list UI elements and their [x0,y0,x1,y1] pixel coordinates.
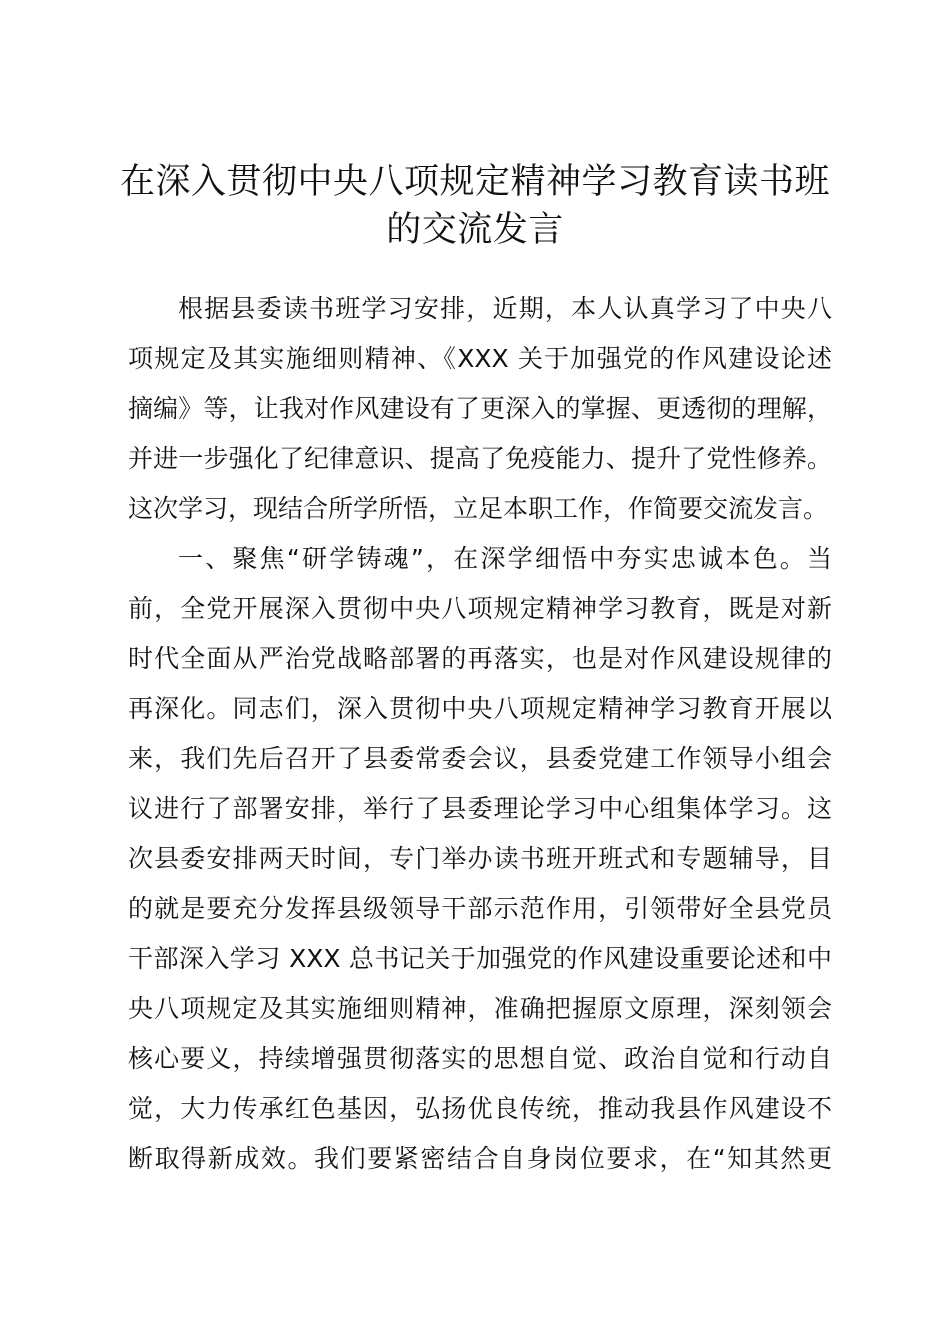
document-body [128,284,832,1184]
text-line: 一、聚焦“研学铸魂”，在深学细悟中夯实忠诚本色。当 [178,544,832,573]
text-line: 项规定及其实施细则精神、《XXX 关于加强党的作风建设论述 [128,344,832,373]
text-line: 干部深入学习 XXX 总书记关于加强党的作风建设重要论述和中 [128,944,832,973]
text-line: 来，我们先后召开了县委常委会议，县委党建工作领导小组会 [128,744,832,773]
text-line: 前，全党开展深入贯彻中央八项规定精神学习教育，既是对新 [128,594,832,623]
text-line: 并进一步强化了纪律意识、提高了免疫能力、提升了党性修养。 [128,444,832,473]
title-line-1: 在深入贯彻中央八项规定精神学习教育读书班 [120,162,831,202]
text-line: 央八项规定及其实施细则精神，准确把握原文原理，深刻领会 [128,994,832,1023]
text-line: 再深化。同志们，深入贯彻中央八项规定精神学习教育开展以 [128,694,832,723]
document-title [120,158,830,254]
text-line: 断取得新成效。我们要紧密结合自身岗位要求，在“知其然更 [128,1144,832,1173]
paragraph-intro [128,284,832,534]
text-line: 时代全面从严治党战略部署的再落实，也是对作风建设规律的 [128,644,832,673]
text-line: 根据县委读书班学习安排，近期，本人认真学习了中央八 [178,294,832,323]
text-line: 摘编》等，让我对作风建设有了更深入的掌握、更透彻的理解， [128,394,832,423]
text-line: 觉，大力传承红色基因，弘扬优良传统，推动我县作风建设不 [128,1094,832,1123]
text-line: 的就是要充分发挥县级领导干部示范作用，引领带好全县党员 [128,894,832,923]
text-line: 这次学习，现结合所学所悟，立足本职工作，作简要交流发言。 [128,494,829,523]
text-line: 核心要义，持续增强贯彻落实的思想自觉、政治自觉和行动自 [128,1044,832,1073]
text-line: 次县委安排两天时间，专门举办读书班开班式和专题辅导，目 [128,844,832,873]
title-line-2: 的交流发言 [386,210,564,250]
paragraph-section-one [128,534,832,1184]
text-line: 议进行了部署安排，举行了县委理论学习中心组集体学习。这 [128,794,832,823]
